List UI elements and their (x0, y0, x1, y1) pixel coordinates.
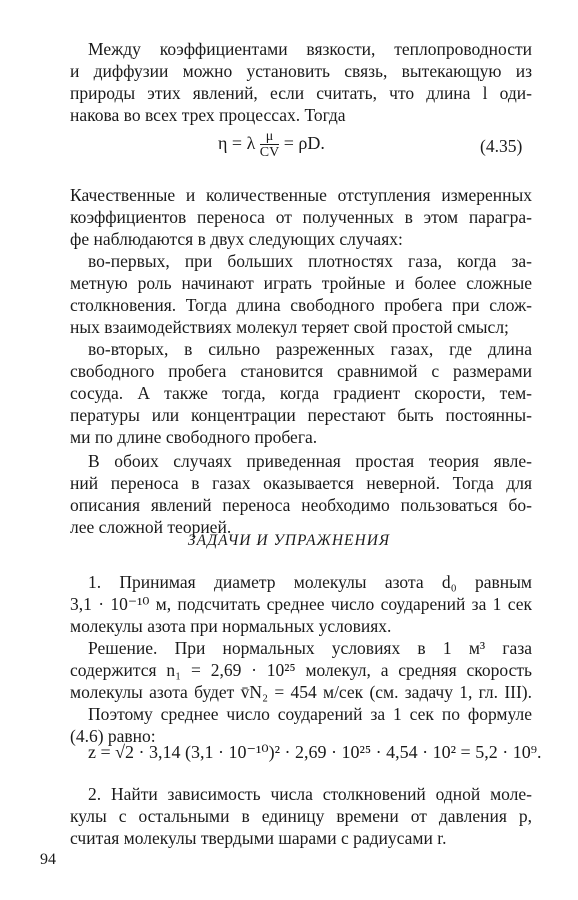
text-line: ных взаимодействиях молекул теряет свой простой смысл; (70, 317, 509, 337)
text-line: фе наблюдаются в двух следующих случаях: (70, 229, 403, 249)
text-line: сосуда. А также тогда, когда градиент скорости, тем- (70, 383, 532, 403)
text-line: 3,1 · 10⁻¹⁰ м, подсчитать среднее число соударений за 1 сек (70, 594, 532, 614)
text-line: свободного пробега становится сравнимой с размерами (70, 361, 532, 381)
text-line: молекулы азота при нормальных условиях. (70, 616, 392, 636)
text-line: кулы с остальными в единицу времени от давления p, (70, 806, 532, 826)
equation-left: η = λ (218, 133, 256, 154)
text-line: 2. Найти зависимость числа столкновений одной моле- (88, 784, 532, 804)
equation-right: = ρD. (283, 133, 325, 154)
text-line: ми по длине свободного пробега. (70, 427, 318, 447)
section-heading: ЗАДАЧИ И УПРАЖНЕНИЯ (187, 532, 391, 549)
equation-z: z = √2 · 3,14 (3,1 · 10⁻¹⁰)² · 2,69 · 10²⁵ · 4,54 · 10² = 5,2 · 10⁹. (88, 742, 542, 762)
text-line: лее сложной теорией. (70, 517, 232, 537)
text-line: 1. Принимая диаметр молекулы азота d₀ равным (88, 572, 532, 592)
fraction-denominator: CV (259, 145, 280, 160)
text-line: во-первых, при больших плотностях газа, когда за- (88, 251, 532, 271)
text-line: (4.6) равно: (70, 726, 156, 746)
text-line: коэффициентов переноса от полученных в этом парагра- (70, 207, 532, 227)
text-line: накова во всех трех процессах. Тогда (70, 105, 346, 125)
equation-number: (4.35) (480, 136, 523, 156)
text-line: описания явлений переноса необходимо пользоваться бо- (70, 495, 532, 515)
text-line: столкновения. Тогда длина свободного пробега при слож- (70, 295, 532, 315)
equation-fraction (260, 130, 279, 160)
equation-4-35 (218, 130, 325, 160)
text-line: считая молекулы твердыми шарами с радиусами r. (70, 828, 447, 848)
text-line: ний переноса в газах оказывается неверной. Тогда для (70, 473, 532, 493)
text-line: Качественные и количественные отступления измеренных (70, 185, 532, 205)
text-line: и диффузии можно установить связь, вытекающую из (70, 61, 532, 81)
text-line: Между коэффициентами вязкости, теплопроводности (88, 39, 532, 59)
page-number: 94 (40, 851, 56, 868)
text-line: Решение. При нормальных условиях в 1 м³ газа (88, 638, 532, 658)
text-line: во-вторых, в сильно разреженных газах, где длина (88, 339, 532, 359)
fraction-numerator: μ (265, 129, 274, 144)
text-line: пературы или концентрации перестают быть постоянны- (70, 405, 532, 425)
text-line: молекулы азота будет v̄N₂ = 454 м/сек (см. задачу 1, гл. III). (70, 682, 532, 702)
text-line: природы этих явлений, если считать, что длина l оди- (70, 83, 532, 103)
text-line: метную роль начинают играть тройные и более сложные (70, 273, 532, 293)
text-line: Поэтому среднее число соударений за 1 сек по формуле (88, 704, 532, 724)
text-line: содержится n₁ = 2,69 · 10²⁵ молекул, а средняя скорость (70, 660, 532, 680)
text-line: В обоих случаях приведенная простая теория явле- (88, 451, 532, 471)
